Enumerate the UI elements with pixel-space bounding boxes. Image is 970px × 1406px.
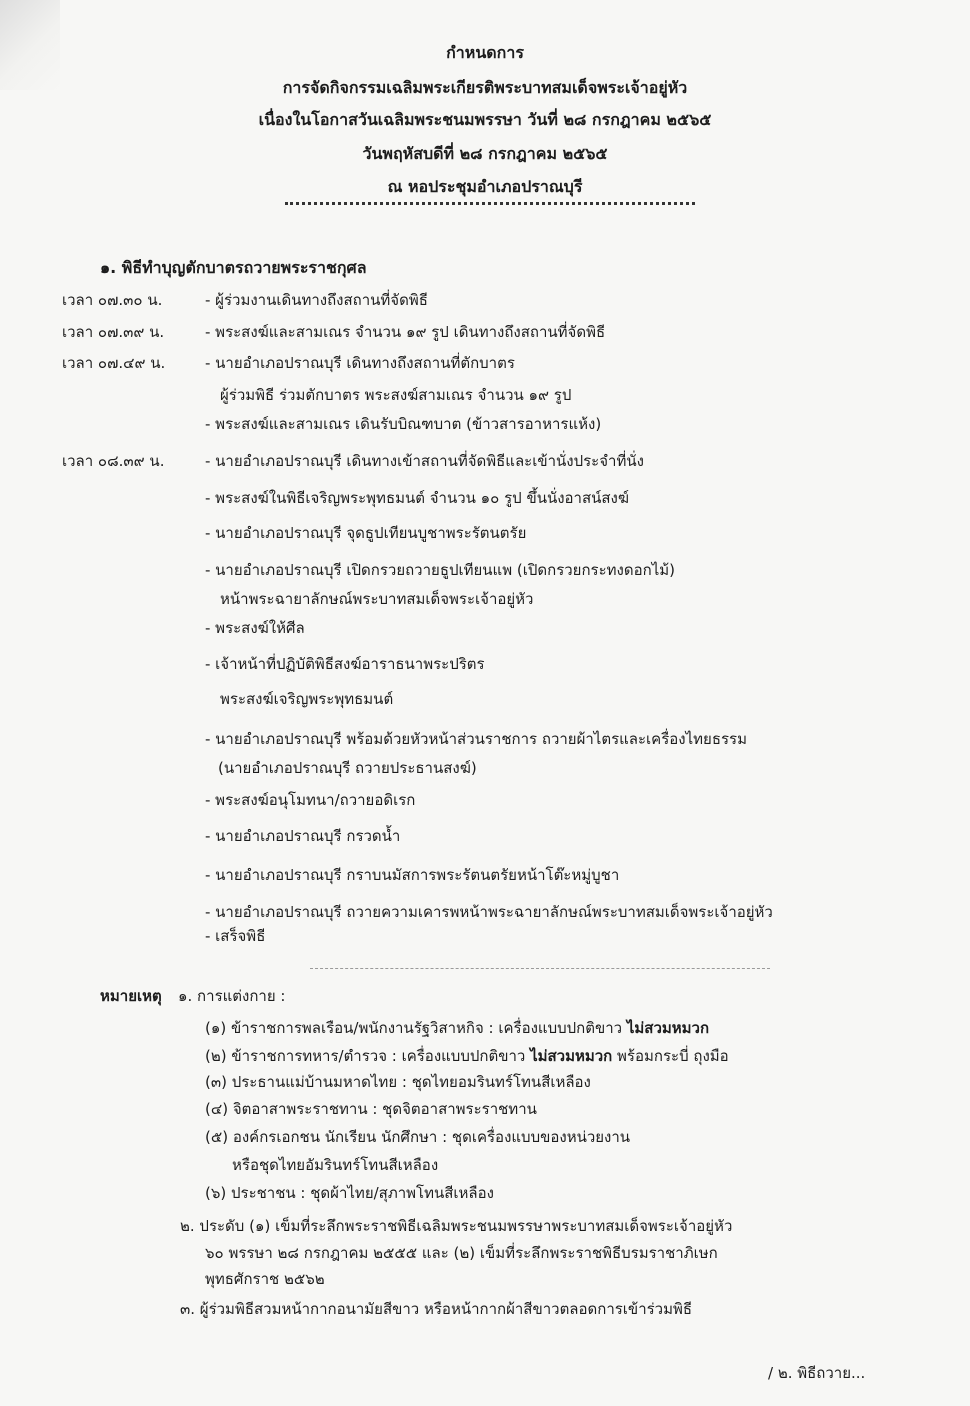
dress-item: หรือชุดไทยอัมรินทร์โทนสีเหลือง xyxy=(232,1156,439,1174)
row-text: - พระสงฆ์และสามเณร จำนวน ๑๙ รูป เดินทางถึงสถานที่จัดพิธี xyxy=(205,323,606,341)
row-text: พระสงฆ์เจริญพระพุทธมนต์ xyxy=(220,690,394,708)
dotted-divider xyxy=(285,202,695,217)
row-text: - นายอำเภอปราณบุรี กรวดน้ำ xyxy=(205,827,401,845)
row-text: - เจ้าหน้าที่ปฏิบัติพิธีสงฆ์อาราธนาพระปริตร xyxy=(205,655,485,673)
row-text: - เสร็จพิธี xyxy=(205,927,266,945)
occasion-line: เนื่องในโอกาสวันเฉลิมพระชนมพรรษา วันที่ ๒๘ กรกฎาคม ๒๕๖๕ xyxy=(258,110,712,129)
badge-note-line3: พุทธศักราช ๒๕๖๒ xyxy=(205,1270,325,1288)
dress-item: (๑) ข้าราชการพลเรือน/พนักงานรัฐวิสาหกิจ : เครื่องแบบปกติขาว ไม่สวมหมวก xyxy=(205,1019,710,1037)
row-text: - พระสงฆ์ในพิธีเจริญพระพุทธมนต์ จำนวน ๑๐ รูป ขึ้นนั่งอาสน์สงฆ์ xyxy=(205,489,629,507)
row-text: - นายอำเภอปราณบุรี กราบนมัสการพระรัตนตรัยหน้าโต๊ะหมู่บูชา xyxy=(205,866,620,884)
row-time: เวลา ๐๗.๓๐ น. xyxy=(62,291,163,309)
continued-marker: / ๒. พิธีถวาย... xyxy=(768,1364,866,1382)
badge-note-line2: ๖๐ พรรษา ๒๘ กรกฎาคม ๒๕๕๕ และ (๒) เข็มที่ระลึกพระราชพิธีบรมราชาภิเษก xyxy=(205,1244,718,1262)
row-text: - นายอำเภอปราณบุรี เดินทางเข้าสถานที่จัดพิธีและเข้านั่งประจำที่นั่ง xyxy=(205,452,644,470)
row-text: - นายอำเภอปราณบุรี พร้อมด้วยหัวหน้าส่วนราชการ ถวายผ้าไตรและเครื่องไทยธรรม xyxy=(205,730,747,748)
event-title: การจัดกิจกรรมเฉลิมพระเกียรติพระบาทสมเด็จพระเจ้าอยู่หัว xyxy=(282,78,688,97)
row-text: - นายอำเภอปราณบุรี เปิดกรวยถวายธูปเทียนแพ (เปิดกรวยกระทงดอกไม้) xyxy=(205,561,675,579)
row-text: - พระสงฆ์และสามเณร เดินรับบิณฑบาต (ข้าวสารอาหารแห้ง) xyxy=(205,415,602,433)
dress-item: (๖) ประชาชน : ชุดผ้าไทย/สุภาพโทนสีเหลือง xyxy=(205,1184,494,1202)
date-line: วันพฤหัสบดีที่ ๒๘ กรกฎาคม ๒๕๖๕ xyxy=(362,144,608,163)
dress-code-title: ๑. การแต่งกาย : xyxy=(178,987,286,1005)
row-text: หน้าพระฉายาลักษณ์พระบาทสมเด็จพระเจ้าอยู่หัว xyxy=(220,590,534,608)
dress-item: (๕) องค์กรเอกชน นักเรียน นักศึกษา : ชุดเครื่องแบบของหน่วยงาน xyxy=(205,1128,631,1146)
section-separator xyxy=(310,968,770,969)
row-text: (นายอำเภอปราณบุรี ถวายประธานสงฆ์) xyxy=(218,759,477,777)
notes-label: หมายเหตุ xyxy=(100,987,162,1005)
badge-note-line1: ๒. ประดับ (๑) เข็มที่ระลึกพระราชพิธีเฉลิมพระชนมพรรษาพระบาทสมเด็จพระเจ้าอยู่หัว xyxy=(180,1217,733,1235)
row-text: - พระสงฆ์ให้ศีล xyxy=(205,619,305,637)
row-text: - นายอำเภอปราณบุรี ถวายความเคารพหน้าพระฉายาลักษณ์พระบาทสมเด็จพระเจ้าอยู่หัว xyxy=(205,903,773,921)
row-time: เวลา ๐๘.๓๙ น. xyxy=(62,452,165,470)
row-time: เวลา ๐๗.๔๙ น. xyxy=(62,354,166,372)
section-title: ๑. พิธีทำบุญตักบาตรถวายพระราชกุศล xyxy=(100,258,367,277)
row-time: เวลา ๐๗.๓๙ น. xyxy=(62,323,165,341)
row-text: - นายอำเภอปราณบุรี จุดธูปเทียนบูชาพระรัตนตรัย xyxy=(205,524,527,542)
dress-item: (๒) ข้าราชการทหาร/ตำรวจ : เครื่องแบบปกติขาว ไม่สวมหมวก พร้อมกระบี่ ถุงมือ xyxy=(205,1047,729,1065)
dress-item: (๔) จิตอาสาพระราชทาน : ชุดจิตอาสาพระราชทาน xyxy=(205,1100,537,1118)
row-text: - ผู้ร่วมงานเดินทางถึงสถานที่จัดพิธี xyxy=(205,291,428,309)
dress-item: (๓) ประธานแม่บ้านมหาดไทย : ชุดไทยอมรินทร์โทนสีเหลือง xyxy=(205,1073,591,1091)
row-text: - พระสงฆ์อนุโมทนา/ถวายอดิเรก xyxy=(205,791,416,809)
mask-note: ๓. ผู้ร่วมพิธีสวมหน้ากากอนามัยสีขาว หรือหน้ากากผ้าสีขาวตลอดการเข้าร่วมพิธี xyxy=(180,1300,693,1318)
row-text: - นายอำเภอปราณบุรี เดินทางถึงสถานที่ตักบาตร xyxy=(205,354,515,372)
venue-line: ณ หอประชุมอำเภอปราณบุรี xyxy=(387,177,583,196)
schedule-heading: กำหนดการ xyxy=(446,43,524,62)
row-text: ผู้ร่วมพิธี ร่วมตักบาตร พระสงฆ์สามเณร จำนวน ๑๙ รูป xyxy=(220,386,572,404)
